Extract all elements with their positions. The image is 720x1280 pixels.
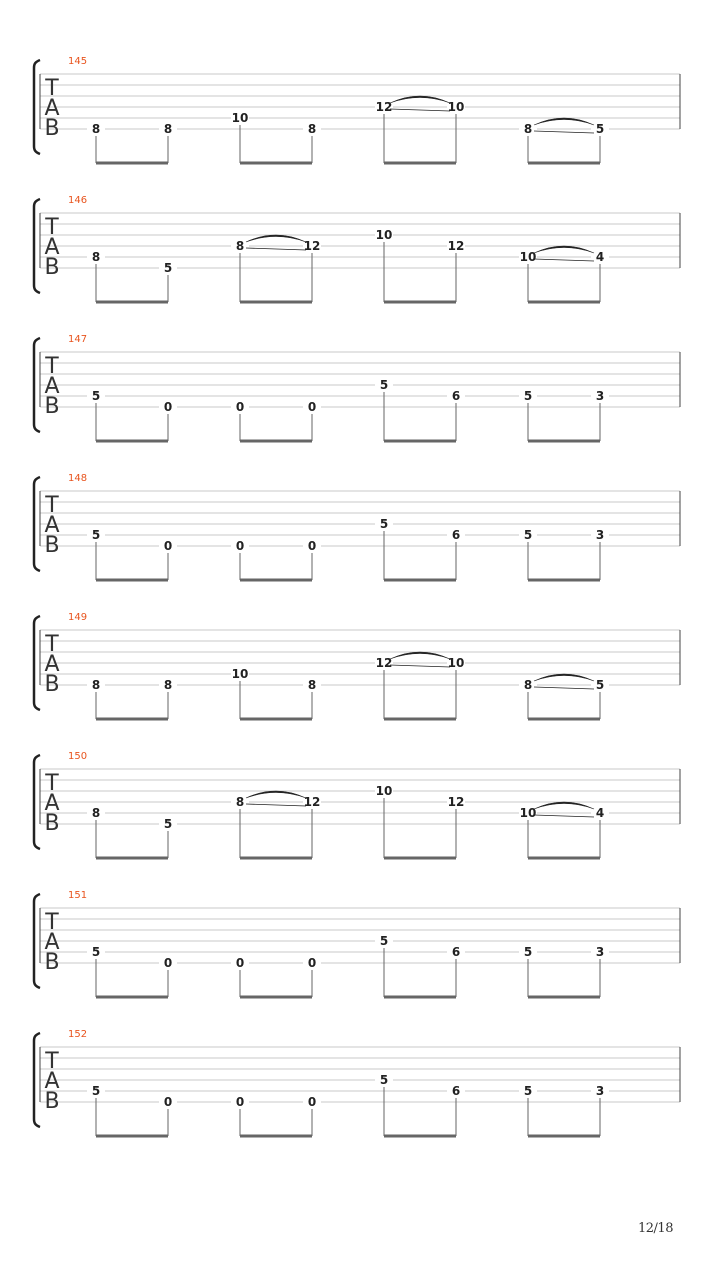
system-bracket — [34, 1033, 40, 1127]
tab-clef-letter: T — [45, 1049, 59, 1074]
fret-number: 12 — [375, 100, 393, 114]
tab-staff — [0, 890, 720, 1029]
tab-clef-letter: B — [44, 950, 60, 975]
fret-number: 8 — [163, 122, 173, 136]
tab-clef-letter: A — [44, 374, 60, 399]
slide-line — [390, 665, 450, 667]
slur — [390, 96, 450, 103]
fret-number: 8 — [235, 795, 245, 809]
fret-number: 0 — [235, 956, 245, 970]
fret-number: 10 — [519, 250, 537, 264]
measure-number: 145 — [68, 56, 88, 67]
system-bracket — [34, 338, 40, 432]
slide-line — [534, 815, 594, 817]
tab-clef-letter: T — [45, 354, 59, 379]
fret-number: 12 — [303, 239, 321, 253]
fret-number: 8 — [523, 678, 533, 692]
tab-staff — [0, 56, 720, 195]
fret-number: 10 — [231, 111, 249, 125]
page-number: 12/18 — [638, 1221, 673, 1236]
fret-number: 6 — [451, 528, 461, 542]
slur — [246, 235, 306, 242]
fret-number: 8 — [523, 122, 533, 136]
slide-line — [246, 804, 306, 806]
slide-line — [534, 259, 594, 261]
fret-number: 5 — [523, 1084, 533, 1098]
fret-number: 5 — [91, 945, 101, 959]
fret-number: 8 — [163, 678, 173, 692]
fret-number: 5 — [523, 528, 533, 542]
fret-number: 8 — [91, 806, 101, 820]
fret-number: 0 — [163, 539, 173, 553]
fret-number: 5 — [379, 378, 389, 392]
tab-clef-letter: B — [44, 394, 60, 419]
tab-system — [0, 751, 720, 890]
fret-number: 0 — [163, 956, 173, 970]
fret-number: 8 — [91, 250, 101, 264]
fret-number: 8 — [91, 122, 101, 136]
slur — [534, 118, 594, 125]
tab-system — [0, 890, 720, 1029]
fret-number: 12 — [375, 656, 393, 670]
slide-line — [534, 131, 594, 133]
fret-number: 5 — [91, 389, 101, 403]
fret-number: 0 — [307, 956, 317, 970]
tab-staff — [0, 473, 720, 612]
fret-number: 12 — [447, 795, 465, 809]
measure-number: 152 — [68, 1029, 88, 1040]
tab-clef-letter: B — [44, 672, 60, 697]
fret-number: 6 — [451, 389, 461, 403]
slide-line — [246, 248, 306, 250]
fret-number: 0 — [235, 539, 245, 553]
tab-clef-letter: A — [44, 652, 60, 677]
fret-number: 5 — [91, 528, 101, 542]
fret-number: 8 — [307, 122, 317, 136]
measure-number: 151 — [68, 890, 88, 901]
fret-number: 10 — [375, 784, 393, 798]
fret-number: 0 — [163, 400, 173, 414]
fret-number: 8 — [307, 678, 317, 692]
slide-line — [390, 109, 450, 111]
fret-number: 5 — [523, 389, 533, 403]
fret-number: 3 — [595, 1084, 605, 1098]
system-bracket — [34, 199, 40, 293]
fret-number: 5 — [523, 945, 533, 959]
fret-number: 0 — [307, 1095, 317, 1109]
tab-clef-letter: T — [45, 910, 59, 935]
fret-number: 6 — [451, 1084, 461, 1098]
tab-clef-letter: B — [44, 1089, 60, 1114]
tab-system — [0, 612, 720, 751]
fret-number: 0 — [235, 1095, 245, 1109]
fret-number: 3 — [595, 945, 605, 959]
measure-number: 149 — [68, 612, 88, 623]
fret-number: 4 — [595, 250, 605, 264]
tab-staff — [0, 751, 720, 890]
measure-number: 146 — [68, 195, 88, 206]
tab-system — [0, 473, 720, 612]
fret-number: 5 — [379, 934, 389, 948]
slur — [534, 802, 594, 809]
fret-number: 8 — [235, 239, 245, 253]
tab-clef-letter: B — [44, 811, 60, 836]
system-bracket — [34, 60, 40, 154]
fret-number: 0 — [163, 1095, 173, 1109]
fret-number: 8 — [91, 678, 101, 692]
tab-staff — [0, 612, 720, 751]
fret-number: 5 — [91, 1084, 101, 1098]
tab-clef-letter: T — [45, 215, 59, 240]
tab-clef-letter: A — [44, 791, 60, 816]
fret-number: 0 — [235, 400, 245, 414]
slide-line — [534, 687, 594, 689]
fret-number: 3 — [595, 528, 605, 542]
fret-number: 6 — [451, 945, 461, 959]
tab-system — [0, 195, 720, 334]
tab-system — [0, 56, 720, 195]
fret-number: 4 — [595, 806, 605, 820]
fret-number: 5 — [379, 517, 389, 531]
fret-number: 0 — [307, 539, 317, 553]
tab-system — [0, 1029, 720, 1168]
system-bracket — [34, 894, 40, 988]
slur — [246, 791, 306, 798]
tab-staff — [0, 1029, 720, 1168]
tab-clef-letter: T — [45, 493, 59, 518]
fret-number: 10 — [447, 100, 465, 114]
fret-number: 5 — [379, 1073, 389, 1087]
fret-number: 5 — [595, 678, 605, 692]
measure-number: 148 — [68, 473, 88, 484]
measure-number: 147 — [68, 334, 88, 345]
fret-number: 5 — [595, 122, 605, 136]
slur — [534, 246, 594, 253]
fret-number: 3 — [595, 389, 605, 403]
system-bracket — [34, 477, 40, 571]
fret-number: 12 — [447, 239, 465, 253]
fret-number: 10 — [231, 667, 249, 681]
tab-clef-letter: B — [44, 116, 60, 141]
tab-staff — [0, 334, 720, 473]
fret-number: 5 — [163, 261, 173, 275]
fret-number: 5 — [163, 817, 173, 831]
measure-number: 150 — [68, 751, 88, 762]
fret-number: 0 — [307, 400, 317, 414]
slur — [390, 652, 450, 659]
tab-clef-letter: T — [45, 632, 59, 657]
tab-clef-letter: A — [44, 235, 60, 260]
fret-number: 10 — [519, 806, 537, 820]
tab-clef-letter: A — [44, 96, 60, 121]
tab-clef-letter: B — [44, 255, 60, 280]
tab-staff — [0, 195, 720, 334]
tab-clef-letter: A — [44, 930, 60, 955]
tab-clef-letter: A — [44, 513, 60, 538]
slur — [534, 674, 594, 681]
tab-clef-letter: A — [44, 1069, 60, 1094]
tab-clef-letter: T — [45, 771, 59, 796]
fret-number: 10 — [375, 228, 393, 242]
tab-system — [0, 334, 720, 473]
system-bracket — [34, 755, 40, 849]
fret-number: 12 — [303, 795, 321, 809]
tab-clef-letter: B — [44, 533, 60, 558]
tab-clef-letter: T — [45, 76, 59, 101]
fret-number: 10 — [447, 656, 465, 670]
system-bracket — [34, 616, 40, 710]
